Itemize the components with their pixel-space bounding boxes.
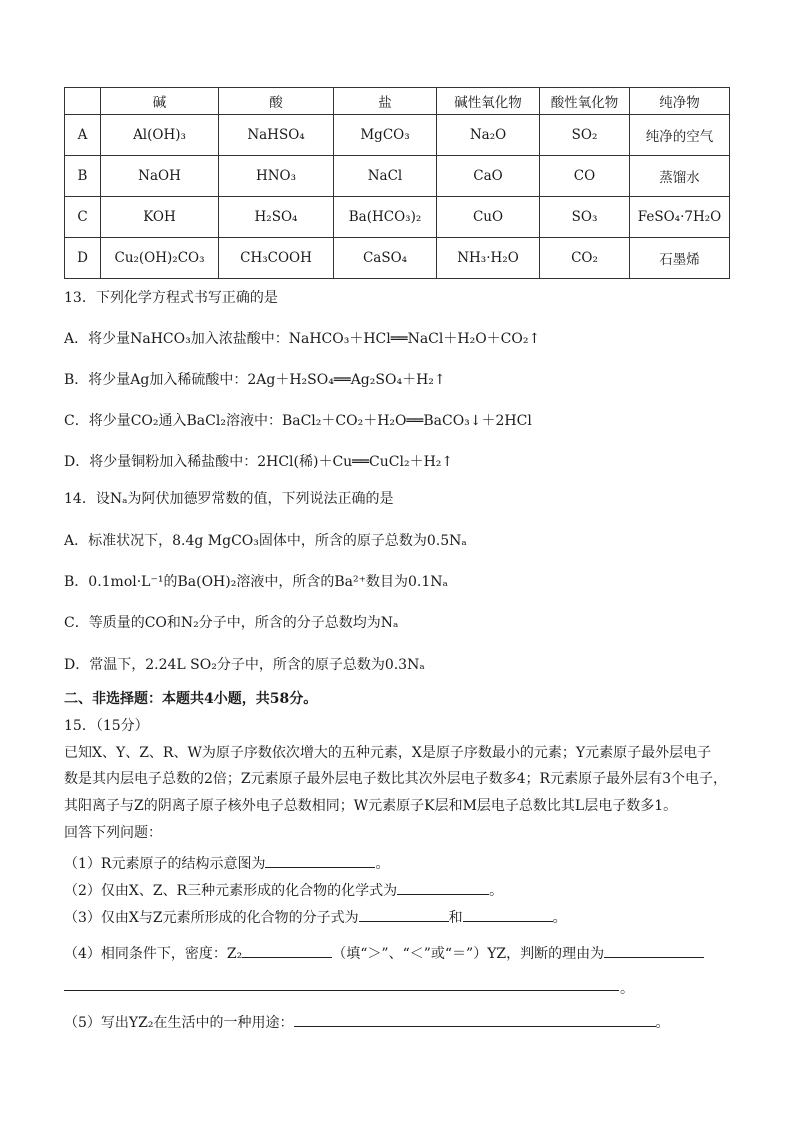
table-cell: Ba(HCO₃)₂ [334, 197, 437, 238]
sub1-text: （1）R元素原子的结构示意图为 [64, 856, 266, 872]
header-cell: 碱性氧化物 [437, 88, 540, 115]
table-row [65, 197, 730, 238]
header-cell: 酸 [219, 88, 334, 115]
table-cell: HNO₃ [219, 156, 334, 197]
row-label: D [65, 238, 101, 279]
sub3-text: （3）仅由X与Z元素所形成的化合物的分子式为 [64, 910, 359, 926]
table-cell: Na₂O [437, 115, 540, 156]
table-cell: FeSO₄·7H₂O [630, 197, 730, 238]
table-header-row [65, 88, 730, 115]
q15-sub3 [64, 907, 567, 927]
q14-option-a: A．标准状况下，8.4g MgCO₃固体中，所含的原子总数为0.5Nₐ [64, 533, 467, 549]
table-cell: NaCl [334, 156, 437, 197]
table-cell: 石墨烯 [630, 238, 730, 279]
table-cell: KOH [101, 197, 219, 238]
table-cell: Cu₂(OH)₂CO₃ [101, 238, 219, 279]
table-row [65, 238, 730, 279]
row-label: B [65, 156, 101, 197]
answer-blank[interactable] [604, 943, 704, 958]
row-label: C [65, 197, 101, 238]
classification-table [64, 87, 730, 279]
table-cell: CO [540, 156, 630, 197]
table-cell: Al(OH)₃ [101, 115, 219, 156]
header-cell: 纯净物 [630, 88, 730, 115]
q15-paragraph-line: 其阳离子与Z的阴离子原子核外电子总数相同；W元素原子K层和M层电子总数比其L层电子数多1。 [64, 798, 678, 814]
q13-option-c: C．将少量CO₂通入BaCl₂溶液中：BaCl₂＋CO₂＋H₂O══BaCO₃↓＋2HCl [64, 413, 532, 429]
q15-sub5 [64, 1012, 670, 1032]
answer-blank-long[interactable] [64, 990, 619, 991]
sub5-text: （5）写出YZ₂在生活中的一种用途： [64, 1015, 294, 1031]
answer-blank[interactable] [294, 1012, 656, 1027]
q15-sub2 [64, 880, 503, 900]
sub5-period: 。 [655, 1015, 670, 1031]
answer-blank[interactable] [463, 907, 553, 922]
q15-sub1 [64, 853, 389, 873]
q15-sub4 [64, 943, 704, 963]
table-cell: CH₃COOH [219, 238, 334, 279]
table-cell: 纯净的空气 [630, 115, 730, 156]
table-cell: CaSO₄ [334, 238, 437, 279]
sub4-text: （4）相同条件下，密度：Z₂ [64, 946, 243, 962]
answer-blank[interactable] [265, 853, 375, 868]
table-cell: CaO [437, 156, 540, 197]
q15-paragraph-line: 已知X、Y、Z、R、W为原子序数依次增大的五种元素，X是原子序数最小的元素；Y元素原子最外层电子 [64, 745, 712, 761]
header-cell: 盐 [334, 88, 437, 115]
q13-option-a: A．将少量NaHCO₃加入浓盐酸中：NaHCO₃＋HCl══NaCl＋H₂O＋CO₂↑ [64, 331, 541, 347]
answer-blank[interactable] [242, 943, 332, 958]
header-cell: 酸性氧化物 [540, 88, 630, 115]
table-cell: NaHSO₄ [219, 115, 334, 156]
sub3-period: 。 [552, 910, 567, 926]
header-cell: 碱 [101, 88, 219, 115]
q14-option-c: C．等质量的CO和N₂分子中，所含的分子总数均为Nₐ [64, 615, 399, 631]
table-row [65, 156, 730, 197]
table-cell: 蒸馏水 [630, 156, 730, 197]
header-cell [65, 88, 101, 115]
table-row [65, 115, 730, 156]
table-cell: CO₂ [540, 238, 630, 279]
q13-stem: 13．下列化学方程式书写正确的是 [64, 290, 278, 306]
sub2-period: 。 [489, 883, 504, 899]
row-label: A [65, 115, 101, 156]
table-cell: SO₂ [540, 115, 630, 156]
table-cell: CuO [437, 197, 540, 238]
sub1-period: 。 [375, 856, 390, 872]
q15-header: 15．（15分） [64, 718, 149, 734]
sub3-and: 和 [448, 910, 463, 926]
q15-prompt: 回答下列问题： [64, 825, 162, 841]
q15-paragraph-line: 数是其内层电子总数的2倍；Z元素原子最外层电子数比其次外层电子数多4；R元素原子最外层有3个电子， [64, 771, 727, 787]
table-cell: NaOH [101, 156, 219, 197]
q13-option-d: D．将少量铜粉加入稀盐酸中：2HCl(稀)＋Cu══CuCl₂＋H₂↑ [64, 454, 454, 470]
q14-stem: 14．设Nₐ为阿伏加德罗常数的值，下列说法正确的是 [64, 491, 394, 507]
table-cell: H₂SO₄ [219, 197, 334, 238]
q13-option-b: B．将少量Ag加入稀硫酸中：2Ag＋H₂SO₄══Ag₂SO₄＋H₂↑ [64, 372, 446, 388]
answer-blank[interactable] [397, 880, 489, 895]
q14-option-d: D．常温下，2.24L SO₂分子中，所含的原子总数为0.3Nₐ [64, 657, 425, 673]
sub4-period: 。 [620, 981, 634, 997]
sub4-text-2: （填“＞”、“＜”或“＝”）YZ，判断的理由为 [332, 946, 605, 962]
answer-blank[interactable] [359, 907, 449, 922]
table-cell: NH₃·H₂O [437, 238, 540, 279]
table-cell: SO₃ [540, 197, 630, 238]
section-title: 二、非选择题：本题共4小题，共58分。 [64, 691, 318, 707]
table-cell: MgCO₃ [334, 115, 437, 156]
sub2-text: （2）仅由X、Z、R三种元素形成的化合物的化学式为 [64, 883, 398, 899]
q14-option-b: B．0.1mol·L⁻¹的Ba(OH)₂溶液中，所含的Ba²⁺数目为0.1Nₐ [64, 574, 448, 590]
